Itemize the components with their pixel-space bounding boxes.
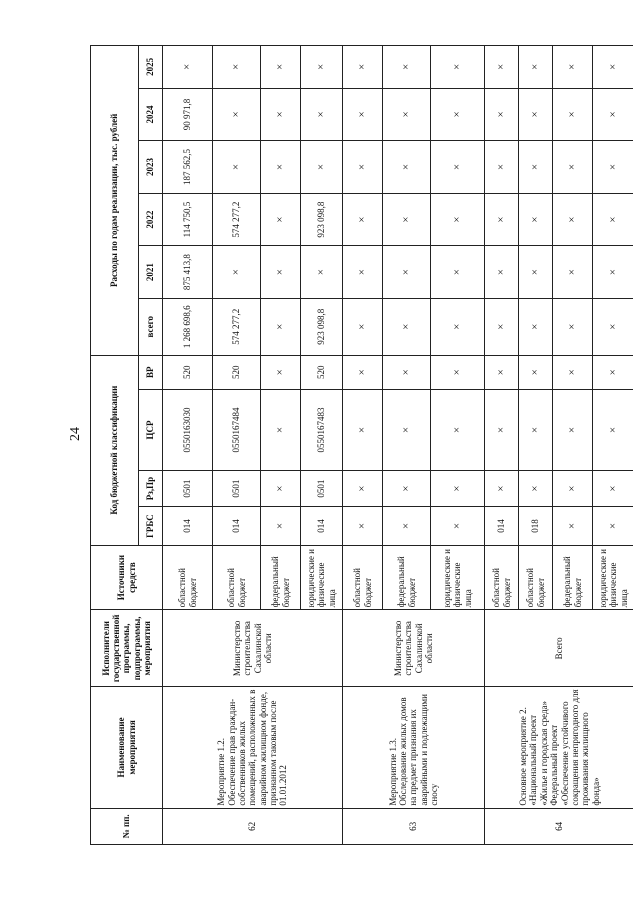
cell-y2021: × [383,246,431,299]
cell-grbs: 014 [301,507,343,545]
cell-y2023: × [213,141,261,194]
cell-y2022: × [343,193,383,246]
cell-y2022: × [383,193,431,246]
cell-y2024: 90 971,8 [163,88,213,141]
measure-name: Основное мероприятие 2. «Национальный проект «Жилье и городская среда» Федеральный проект «Обеспечение устойчивого сокращения непригодного для проживания жилищного фонда» [485,687,633,808]
cell-grbs: 014 [213,507,261,545]
cell-total: × [593,298,633,355]
funding-source: юридические и физические лица [593,545,633,610]
cell-y2025: × [301,46,343,89]
cell-rzpr: × [485,470,519,506]
cell-y2021: × [593,246,633,299]
header-total: всего [139,298,163,355]
cell-vr: × [485,355,519,389]
cell-y2023: 187 562,5 [163,141,213,194]
funding-source: областной бюджет [519,545,553,610]
cell-grbs: × [431,507,485,545]
cell-y2021: × [343,246,383,299]
cell-total: × [553,298,593,355]
cell-vr: × [519,355,553,389]
cell-y2022: × [485,193,519,246]
header-2023: 2023 [139,141,163,194]
header-2024: 2024 [139,88,163,141]
row-number: 63 [343,808,485,844]
rotated-table-page [90,45,629,845]
page-number: 24 [68,427,83,441]
cell-y2023: × [383,141,431,194]
cell-total: 1 268 698,6 [163,298,213,355]
cell-y2022: × [431,193,485,246]
measure-name: Мероприятие 1.3. Обследование жилых домов на предмет признания их аварийными и подлежащими сносу [343,687,485,808]
cell-vr: × [431,355,485,389]
cell-y2022: 114 750,5 [163,193,213,246]
header-2022: 2022 [139,193,163,246]
cell-y2025: × [213,46,261,89]
budget-table [90,45,633,845]
header-code-group: Код бюджетной классификации [91,355,139,545]
cell-y2022: 574 277,2 [213,193,261,246]
cell-y2025: × [485,46,519,89]
cell-y2025: × [261,46,301,89]
executor: Всего [485,610,633,687]
cell-rzpr: × [593,470,633,506]
cell-y2021: × [261,246,301,299]
executor: Министерство строительства Сахалинской области [163,610,343,687]
cell-rzpr: × [383,470,431,506]
header-num: № пп. [91,808,163,844]
cell-grbs: × [343,507,383,545]
cell-csr: × [383,390,431,471]
cell-y2023: × [261,141,301,194]
header-expenses-group: Расходы по годам реализации, тыс. рублей [91,46,139,356]
cell-y2021: × [485,246,519,299]
funding-source: областной бюджет [163,545,213,610]
cell-vr: × [343,355,383,389]
cell-csr: × [261,390,301,471]
cell-y2022: × [261,193,301,246]
funding-source: федеральный бюджет [261,545,301,610]
cell-vr: × [553,355,593,389]
cell-csr: × [485,390,519,471]
cell-y2024: × [485,88,519,141]
header-2025: 2025 [139,46,163,89]
cell-total: × [485,298,519,355]
cell-y2021: × [213,246,261,299]
cell-rzpr: 0501 [213,470,261,506]
cell-y2023: × [553,141,593,194]
cell-rzpr: × [553,470,593,506]
cell-y2023: × [485,141,519,194]
cell-csr: × [519,390,553,471]
cell-y2021: × [553,246,593,299]
header-vr: ВР [139,355,163,389]
cell-y2025: × [343,46,383,89]
cell-y2023: × [431,141,485,194]
cell-grbs: × [261,507,301,545]
cell-y2024: × [553,88,593,141]
table-row [485,46,519,845]
cell-csr: 0550167484 [213,390,261,471]
cell-y2021: × [431,246,485,299]
cell-csr: × [553,390,593,471]
cell-total: × [383,298,431,355]
cell-y2021: × [519,246,553,299]
funding-source: федеральный бюджет [553,545,593,610]
header-name: Наименование мероприятия [91,687,163,808]
table-row [163,46,213,845]
cell-vr: × [593,355,633,389]
cell-y2022: × [519,193,553,246]
cell-y2022: × [593,193,633,246]
cell-rzpr: × [343,470,383,506]
cell-vr: × [261,355,301,389]
cell-y2024: × [383,88,431,141]
cell-total: 574 277,2 [213,298,261,355]
cell-y2025: × [553,46,593,89]
cell-grbs: 014 [163,507,213,545]
header-2021: 2021 [139,246,163,299]
cell-y2023: × [519,141,553,194]
cell-grbs: 014 [485,507,519,545]
cell-grbs: × [383,507,431,545]
cell-y2025: × [593,46,633,89]
cell-total: × [431,298,485,355]
cell-y2023: × [343,141,383,194]
funding-source: областной бюджет [343,545,383,610]
cell-csr: × [343,390,383,471]
funding-source: областной бюджет [485,545,519,610]
cell-grbs: 018 [519,507,553,545]
header-grbs: ГРБС [139,507,163,545]
header-source: Источники средств [91,545,163,610]
cell-total: × [519,298,553,355]
funding-source: юридические и физические лица [301,545,343,610]
funding-source: юридические и физические лица [431,545,485,610]
cell-total: 923 098,8 [301,298,343,355]
cell-y2024: × [213,88,261,141]
executor: Министерство строительства Сахалинской области [343,610,485,687]
cell-csr: 0550167483 [301,390,343,471]
cell-y2024: × [519,88,553,141]
cell-y2024: × [261,88,301,141]
cell-y2021: 875 413,8 [163,246,213,299]
cell-csr: × [593,390,633,471]
cell-y2024: × [343,88,383,141]
cell-rzpr: × [519,470,553,506]
measure-name: Мероприятие 1.2. Обеспечение прав граждан-собственников жилых помещений, расположенных в аварийном жилищном фонде, признанном таковым после 01.01.2012 [163,687,343,808]
cell-rzpr: × [261,470,301,506]
cell-vr: × [383,355,431,389]
cell-y2025: × [163,46,213,89]
funding-source: областной бюджет [213,545,261,610]
cell-grbs: × [593,507,633,545]
header-rzpr: Рз,Пр [139,470,163,506]
cell-y2025: × [383,46,431,89]
cell-csr: 0550163030 [163,390,213,471]
cell-rzpr: 0501 [163,470,213,506]
cell-rzpr: × [431,470,485,506]
cell-y2024: × [301,88,343,141]
cell-y2024: × [431,88,485,141]
cell-csr: × [431,390,485,471]
header-executor: Исполнители государственной программы, подпрограммы, мероприятия [91,610,163,687]
cell-vr: 520 [163,355,213,389]
cell-vr: 520 [213,355,261,389]
row-number: 62 [163,808,343,844]
cell-y2022: × [553,193,593,246]
header-csr: ЦСР [139,390,163,471]
cell-y2022: 923 098,8 [301,193,343,246]
row-number: 64 [485,808,633,844]
cell-vr: 520 [301,355,343,389]
cell-rzpr: 0501 [301,470,343,506]
cell-y2023: × [301,141,343,194]
cell-y2025: × [519,46,553,89]
cell-y2024: × [593,88,633,141]
cell-total: × [343,298,383,355]
cell-y2025: × [431,46,485,89]
table-row [343,46,383,845]
cell-grbs: × [553,507,593,545]
cell-y2021: × [301,246,343,299]
cell-total: × [261,298,301,355]
cell-y2023: × [593,141,633,194]
funding-source: федеральный бюджет [383,545,431,610]
table-body [163,46,633,845]
